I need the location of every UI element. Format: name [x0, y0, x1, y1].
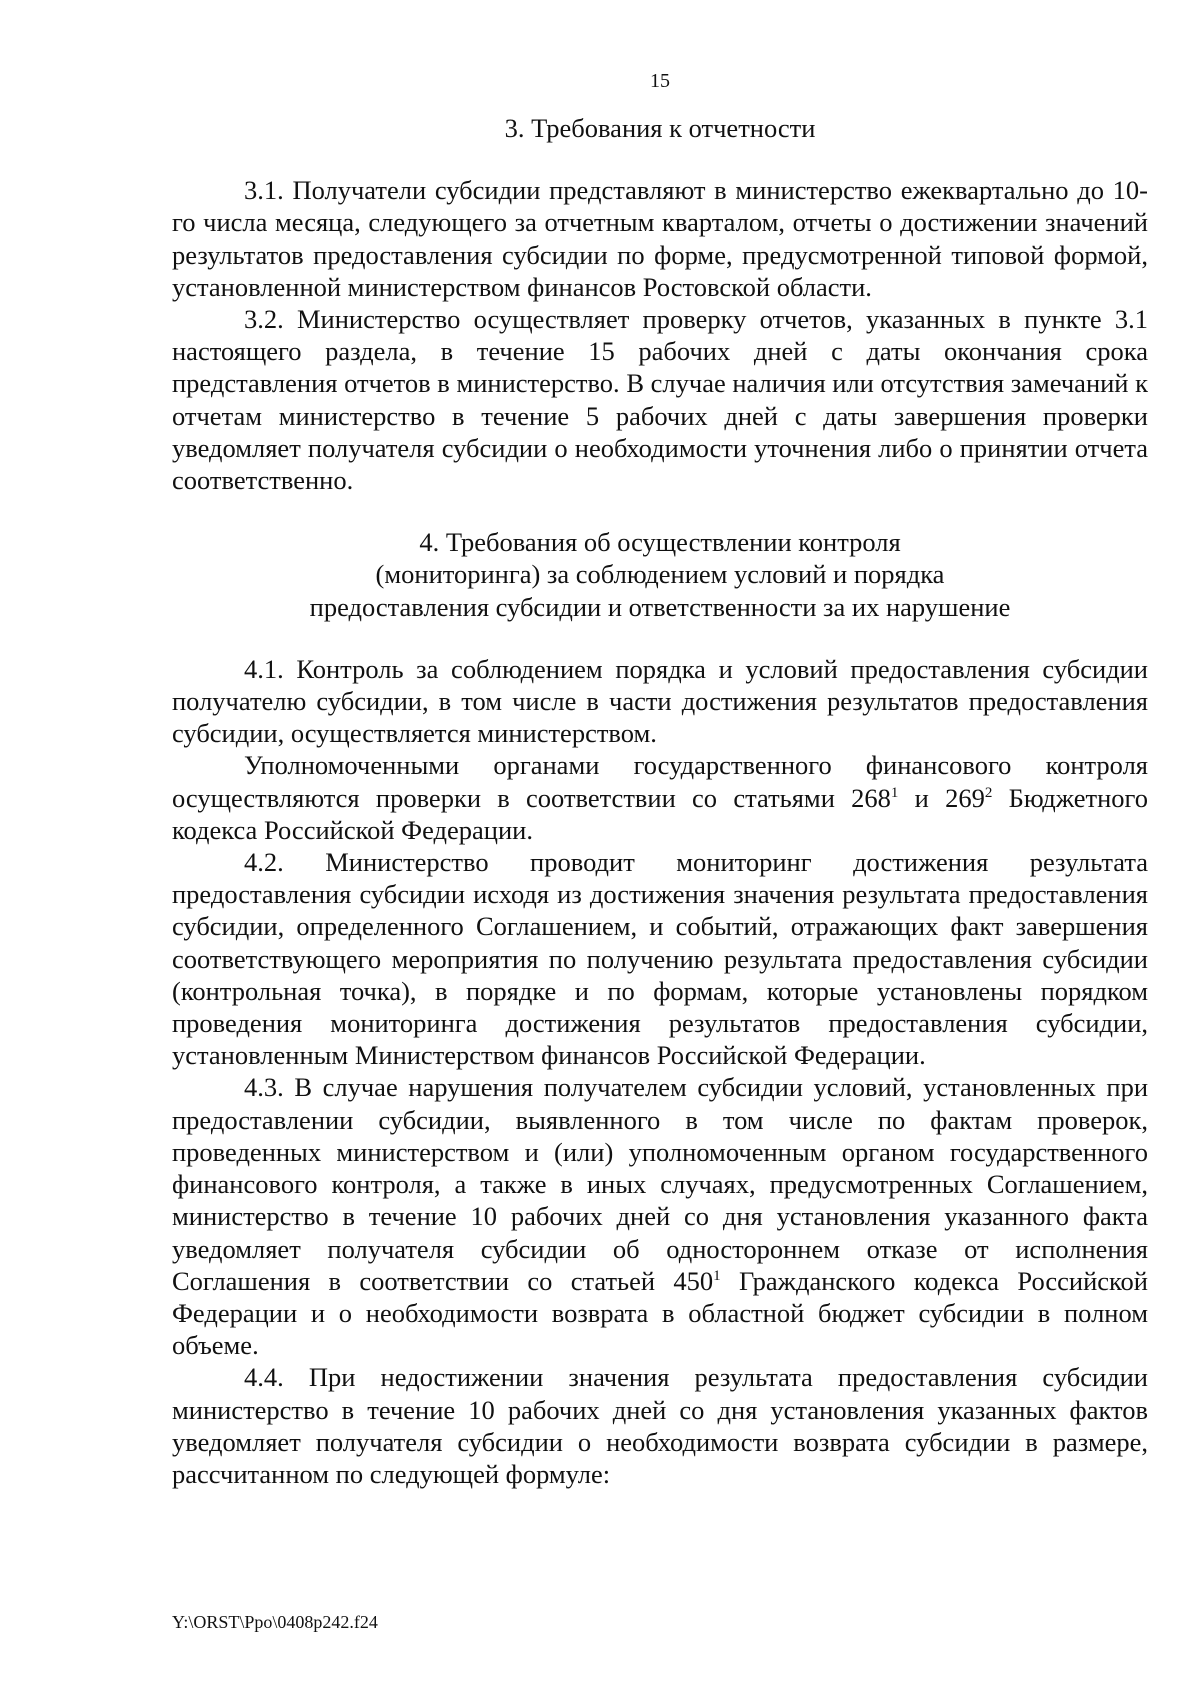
section-4-heading-line-1: 4. Требования об осуществлении контроля	[419, 527, 901, 558]
paragraph-4-1-authorities-text-2: и 269	[898, 782, 985, 813]
paragraph-4-3	[172, 1071, 1148, 1361]
page-number: 15	[650, 70, 670, 92]
section-4-heading	[172, 526, 1148, 623]
paragraph-4-1-authorities	[172, 749, 1148, 846]
document-body	[172, 112, 1148, 1490]
paragraph-4-1-authorities-text-1: Уполномоченными органами государственного финансового контроля осуществляются проверки в соответствии со статьями 268	[172, 750, 1148, 813]
file-path-footer: Y:\ORST\Ppo\0408p242.f24	[172, 1612, 378, 1632]
section-4-heading-line-3: предоставления субсидии и ответственности за их нарушение	[309, 591, 1011, 622]
paragraph-3-1: 3.1. Получатели субсидии представляют в министерство ежеквартально до 10-го числа месяца, следующего за отчетным кварталом, отчеты о достижении значений результатов предоставления субсидии по форме, предусмотренной типовой формой, установленной министерством финансов Ростовской области.	[172, 175, 1148, 302]
superscript-269: 2	[984, 784, 993, 801]
section-3-heading: 3. Требования к отчетности	[504, 113, 816, 143]
superscript-450: 1	[713, 1267, 721, 1284]
superscript-268: 1	[890, 784, 899, 801]
paragraph-4-4: 4.4. При недостижении значения результата предоставления субсидии министерство в течение 10 рабочих дней со дня установления указанных фактов уведомляет получателя субсидии о необходимости возврата субсидии в размере, рассчитанном по следующей формуле:	[172, 1362, 1148, 1489]
paragraph-4-1-authorities-text-3: Бюджетного кодекса Российской Федерации.	[172, 782, 1148, 845]
paragraph-4-3-text-2: Гражданского кодекса Российской Федерации и о необходимости возврата в областной бюджет субсидии в полном объеме.	[172, 1265, 1148, 1361]
paragraph-4-2: 4.2. Министерство проводит мониторинг достижения результата предоставления субсидии исходя из достижения значения результата предоставления субсидии, определенного Соглашением, и событий, отражающих факт завершения соответствующего мероприятия по получению результата предоставления субсидии (контрольная точка), в порядке и по формам, которые установлены порядком проведения мониторинга достижения результатов предоставления субсидии, установленным Министерством финансов Российской Федерации.	[172, 847, 1148, 1071]
section-4-heading-line-2: (мониторинга) за соблюдением условий и порядка	[375, 559, 945, 590]
paragraph-4-1: 4.1. Контроль за соблюдением порядка и условий предоставления субсидии получателю субсидии, в том числе в части достижения результатов предоставления субсидии, осуществляется министерством.	[172, 653, 1148, 749]
paragraph-4-3-text-1: 4.3. В случае нарушения получателем субсидии условий, установленных при предоставлении субсидии, выявленного в том числе по фактам проверок, проведенных министерством и (или) уполномоченным органом государственного финансового контроля, а также в иных случаях, предусмотренных Соглашением, министерство в течение 10 рабочих дней со дня установления указанного факта уведомляет получателя субсидии об одностороннем отказе от исполнения Соглашения в соответствии со статьей 450	[172, 1072, 1148, 1296]
paragraph-3-2: 3.2. Министерство осуществляет проверку отчетов, указанных в пункте 3.1 настоящего раздела, в течение 15 рабочих дней с даты окончания срока представления отчетов в министерство. В случае наличия или отсутствия замечаний к отчетам министерство в течение 5 рабочих дней с даты завершения проверки уведомляет получателя субсидии о необходимости уточнения либо о принятии отчета соответственно.	[172, 304, 1148, 496]
